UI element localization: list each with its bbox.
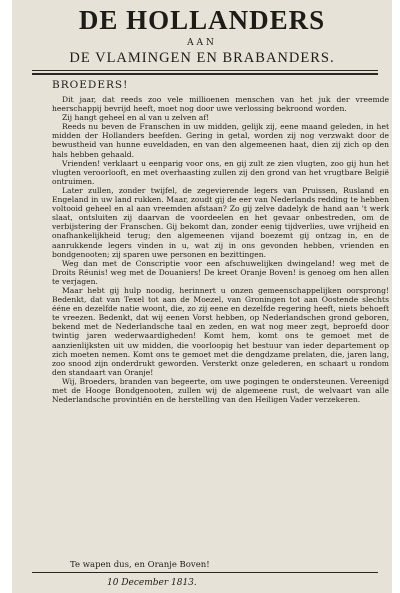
document-title: DE HOLLANDERS [78,5,326,35]
document-aan: AAN [187,38,217,48]
divider-bottom [32,572,378,573]
paragraph: Wij, Broeders, branden van begeerte, om uwe pogingen te ondersteunen. Vereenigd met de Hooge Bondgenooten, zullen wij de algemeene rust, de welvaart van alle Nederlandsche provintiën en de herstelling van den Heiligen Vader verzekeren. [52,376,389,405]
paragraph: Dit jaar, dat reeds zoo vele millioenen menschen van het juk der vreemde heerschappij bevrijd heeft, moet nog door uwe verlossing bekroond worden. [52,95,389,114]
greeting: BROEDERS! [52,79,129,91]
paragraph: Vrienden! verklaart u eenparig voor ons, en gij zult ze zien vlugten, zoo gij hun het vlugten veroorlooft, en met overhaasting zullen zij den grond van het vrugtbare België ontruimen. [52,158,389,186]
divider-thin [32,70,378,71]
proclamation-sheet [12,0,392,593]
body-text [52,95,389,404]
paragraph: Zij hangt geheel en al van u zelven af! [62,113,210,123]
paragraph: Maar hebt gij hulp noodig, herinnert u onzen gemeenschappelijken oorsprong! Bedenkt, dat van Texel tot aan de Moezel, van Groningen tot aan Oostende slechts ééne en dezelfde natie woont, die, zo zij eene en dezelfde regering heeft, niets behoeft te vreezen. Bedenkt, dat wij eenen Vorst hebben, op Nederlandschen grond geboren, bekend met de Nederlandsche taal en zeden, en wat nog meer zegt, beproefd door twintig jaren wederwaardigheden! Komt hem, komt ons te gemoet met de aanzienlijksten uit uw midden, die voorloopig het bestuur van ieder departement op zich moeten nemen. Komt ons te gemoet met die dengdzame prelaten, die, jaren lang, zoo snood zijn onderdrukt geworden. Versterkt onze gelederen, en schaart u rondom den standaart van Oranje! [52,285,389,377]
paragraph: Weg dan met de Conscriptie voor een afschuwelijken dwingeland! weg met de Droits Réunis! weg met de Douaniers! De kreet Oranje Boven! is genoeg om hen allen te verjagen. [52,258,389,286]
paragraph: Reeds nu beven de Franschen in uw midden, gelijk zij, eene maand geleden, in het midden der Hollanders beefden. Gering in getal, worden zij nog verzwakt door de bewustheid van hunne euveldaden, en van den algemeenen haat, dien zij zich op den hals hebben gehaald. [52,122,389,159]
divider-thick [32,73,378,75]
closing-line: Te wapen dus, en Oranje Boven! [70,560,210,570]
paragraph: Later zullen, zonder twijfel, de zegevierende legers van Pruissen, Rusland en Engeland in uw land rukken. Maar, zoudt gij de eer van Nederlands redding te hebben voltooid geheel en al aan vreemden afstaan? Zo gij zelve dadelyk de hand aan 't werk slaat, ontsluiten zij daarvan de voordeelen en het gevaar onbestreden, om de verbijstering der Franschen. Gij bekomt dan, zonder eenig tijdverlies, uwe vrijheid en onafhankelijkheid terug; den algemeenen vijand boezemt gij ontzag in, en de aanrukkende legers vinden in u, wat zij in ons gevonden hebben, vrienden en bondgenooten; zij sparen uwe personen en bezittingen. [52,185,389,259]
document-subtitle: DE VLAMINGEN EN BRABANDERS. [69,50,335,66]
document-date: 10 December 1813. [107,578,197,588]
